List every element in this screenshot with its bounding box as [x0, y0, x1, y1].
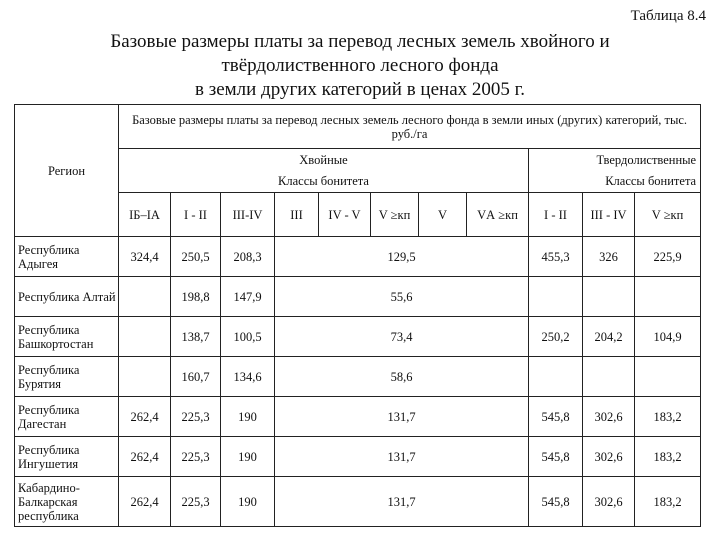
title-line-1: Базовые размеры платы за перевод лесных земель хвойного и [110, 31, 610, 52]
value-cell [583, 277, 635, 317]
table-row [15, 277, 701, 317]
value-cell: 190 [221, 437, 275, 477]
value-cell [529, 277, 583, 317]
table-row [15, 357, 701, 397]
value-cell: 131,7 [275, 477, 529, 527]
value-cell: 225,9 [635, 237, 701, 277]
title-line-2: твёрдолиственного лесного фонда [221, 55, 499, 76]
value-cell: 190 [221, 397, 275, 437]
column-header: V ≥кп [371, 193, 419, 237]
value-cell: 262,4 [119, 437, 171, 477]
region-name: Республика Ингушетия [15, 437, 119, 477]
document-title [0, 30, 720, 102]
region-header: Регион [15, 105, 119, 237]
payment-rates-table [14, 104, 701, 527]
column-header: III [275, 193, 319, 237]
table-number-label: Таблица 8.4 [630, 8, 706, 24]
value-cell [529, 357, 583, 397]
table-row [15, 477, 701, 527]
column-header: III - IV [583, 193, 635, 237]
region-name: Республика Башкортостан [15, 317, 119, 357]
value-cell: 250,5 [171, 237, 221, 277]
value-cell: 225,3 [171, 477, 221, 527]
table-row [15, 317, 701, 357]
value-cell: 204,2 [583, 317, 635, 357]
column-header: I - II [529, 193, 583, 237]
value-cell: 183,2 [635, 437, 701, 477]
value-cell [583, 357, 635, 397]
region-name: Кабардино-Балкарская республика [15, 477, 119, 527]
value-cell: 190 [221, 477, 275, 527]
region-name: Республика Дагестан [15, 397, 119, 437]
table-row [15, 397, 701, 437]
coniferous-header: Хвойные [119, 149, 529, 171]
value-cell [119, 317, 171, 357]
value-cell: 129,5 [275, 237, 529, 277]
table-row [15, 237, 701, 277]
value-cell: 183,2 [635, 397, 701, 437]
value-cell [119, 277, 171, 317]
value-cell: 104,9 [635, 317, 701, 357]
value-cell: 183,2 [635, 477, 701, 527]
value-cell: 131,7 [275, 437, 529, 477]
value-cell: 131,7 [275, 397, 529, 437]
value-cell: 225,3 [171, 437, 221, 477]
column-header: III-IV [221, 193, 275, 237]
column-header: IV - V [319, 193, 371, 237]
table-row [15, 437, 701, 477]
value-cell [635, 357, 701, 397]
value-cell: 147,9 [221, 277, 275, 317]
value-cell: 326 [583, 237, 635, 277]
value-cell: 250,2 [529, 317, 583, 357]
value-cell [119, 357, 171, 397]
region-name: Республика Бурятия [15, 357, 119, 397]
value-cell: 100,5 [221, 317, 275, 357]
value-cell: 324,4 [119, 237, 171, 277]
coniferous-classes-header: Классы бонитета [119, 171, 529, 193]
value-cell: 55,6 [275, 277, 529, 317]
value-cell: 160,7 [171, 357, 221, 397]
column-header: V [419, 193, 467, 237]
region-name: Республика Алтай [15, 277, 119, 317]
value-cell: 302,6 [583, 437, 635, 477]
column-header: I - II [171, 193, 221, 237]
value-cell: 455,3 [529, 237, 583, 277]
hardwood-header: Твердолиственные [529, 149, 701, 171]
value-cell: 262,4 [119, 397, 171, 437]
value-cell: 545,8 [529, 437, 583, 477]
title-line-3: в земли других категорий в ценах 2005 г. [194, 79, 526, 100]
value-cell: 225,3 [171, 397, 221, 437]
hardwood-classes-header: Классы бонитета [529, 171, 701, 193]
value-cell: 545,8 [529, 477, 583, 527]
region-name: Республика Адыгея [15, 237, 119, 277]
value-cell: 138,7 [171, 317, 221, 357]
value-cell [635, 277, 701, 317]
value-cell: 262,4 [119, 477, 171, 527]
value-cell: 208,3 [221, 237, 275, 277]
value-cell: 198,8 [171, 277, 221, 317]
value-cell: 58,6 [275, 357, 529, 397]
column-header: IБ–IА [119, 193, 171, 237]
value-cell: 545,8 [529, 397, 583, 437]
column-header: VА ≥кп [467, 193, 529, 237]
value-cell: 302,6 [583, 477, 635, 527]
value-cell: 134,6 [221, 357, 275, 397]
value-cell: 302,6 [583, 397, 635, 437]
value-cell: 73,4 [275, 317, 529, 357]
top-header: Базовые размеры платы за перевод лесных земель лесного фонда в земли иных (других) категорий, тыс. руб./га [119, 105, 701, 149]
column-header: V ≥кп [635, 193, 701, 237]
